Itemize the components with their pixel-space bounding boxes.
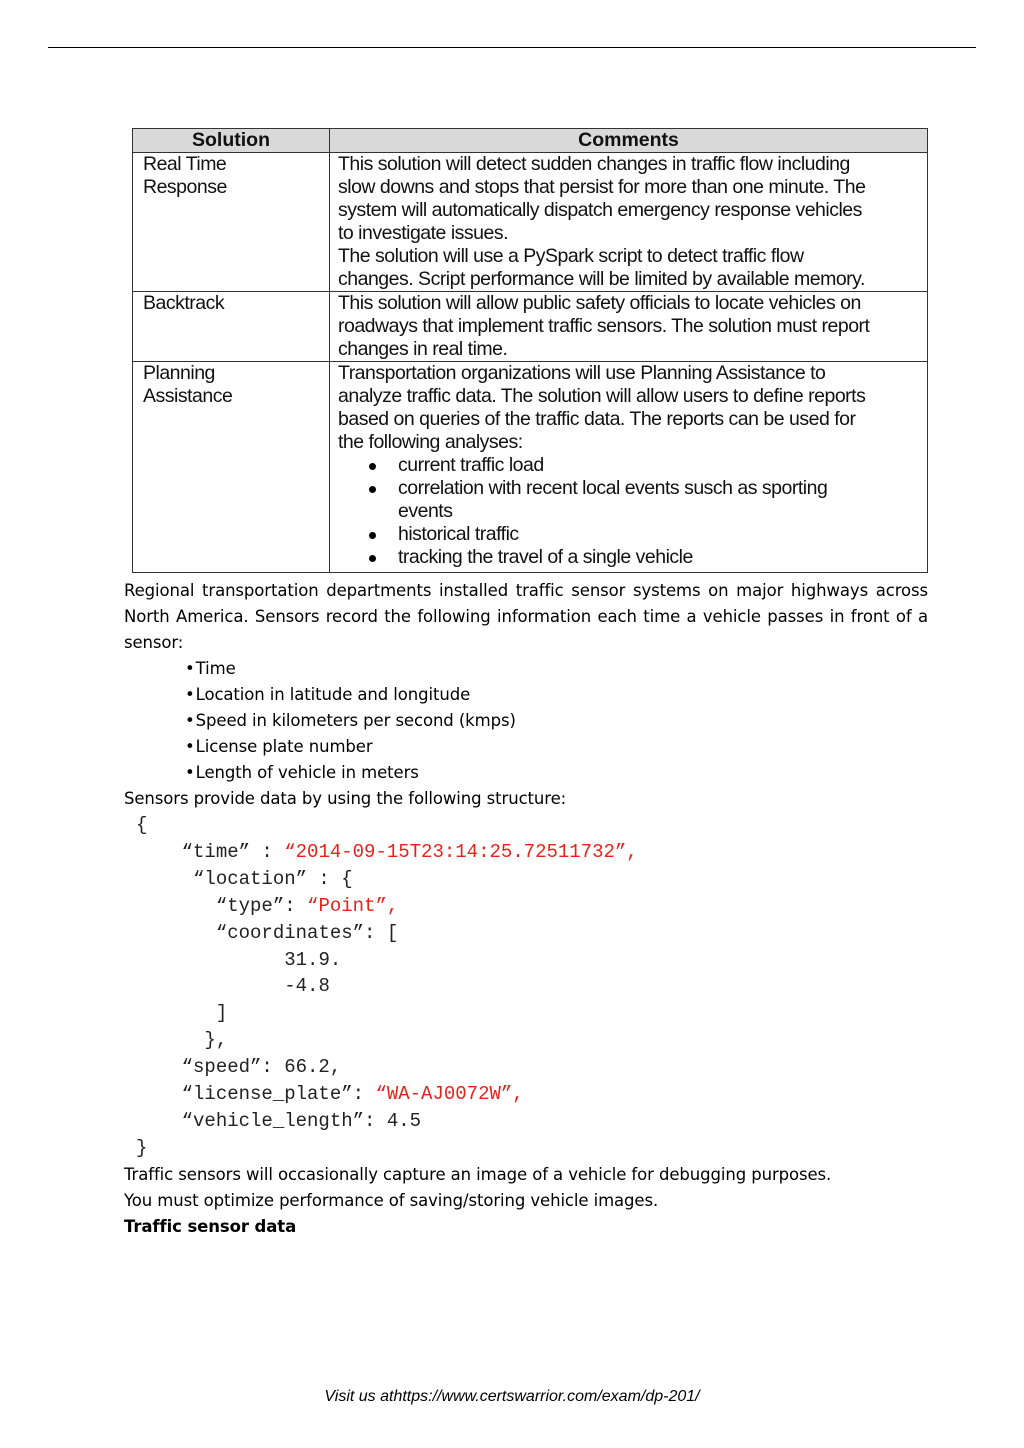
comment-line: This solution will allow public safety officials to locate vehicles on [338,292,861,314]
code-token: “coordinates”: [ [215,921,399,944]
solution-name-line: Response [143,176,227,198]
table-header-row [133,129,928,153]
header-solution: Solution [133,129,330,153]
comment-line: based on queries of the traffic data. The reports can be used for [338,408,856,430]
comment-line: The solution will use a PySpark script to detect traffic flow [338,245,804,267]
comments-cell [330,153,928,292]
structure-intro: Sensors provide data by using the following structure: [124,789,567,808]
code-string: “2014-09-15T23:14:25.72511732”, [284,840,638,863]
list-item: historical traffic [338,523,921,546]
code-token: ] [215,1002,228,1025]
solution-name-cell [133,362,330,573]
header-rule [48,47,976,48]
code-token: “speed”: 66.2, [181,1056,342,1079]
list-item: • Speed in kilometers per second (kmps) [124,708,928,734]
comment-line: to investigate issues. [338,222,509,244]
code-token: “time” : [181,840,285,863]
list-item: • License plate number [124,734,928,760]
code-token: “location” : { [193,867,353,890]
solution-name-cell [133,153,330,292]
comment-line: Transportation organizations will use Planning Assistance to [338,362,826,384]
table-row [133,153,928,292]
code-token: “license_plate”: [181,1083,376,1106]
sensor-description [124,578,928,812]
table-row [133,292,928,362]
intro-paragraph: Regional transportation departments installed traffic sensor systems on major highways across North America. Sensors record the following information each time a vehicle passes in front of a sensor: [124,581,928,652]
code-token: -4.8 [284,975,330,998]
solution-name-line: Backtrack [143,292,225,314]
solution-name-line: Planning [143,362,215,384]
comment-line: the following analyses: [338,431,523,453]
list-item: • Length of vehicle in meters [124,760,928,786]
comments-cell [330,362,928,573]
comment-line: roadways that implement traffic sensors. The solution must report [338,315,870,337]
list-item: • Time [124,656,928,682]
comment-line: system will automatically dispatch emergency response vehicles [338,199,862,221]
comment-line: changes. Script performance will be limited by available memory. [338,268,865,290]
comment-line: changes in real time. [338,338,508,360]
note-line: You must optimize performance of saving/storing vehicle images. [124,1191,659,1210]
list-item: correlation with recent local events susch as sporting events [338,477,921,523]
list-item: current traffic load [338,454,921,477]
code-string: “WA-AJ0072W”, [375,1083,524,1106]
code-token: 31.9. [284,948,342,971]
comment-line: This solution will detect sudden changes in traffic flow including [338,153,850,175]
json-structure-code [136,812,638,1162]
solution-name-line: Real Time [143,153,227,175]
code-token: “vehicle_length”: 4.5 [181,1109,422,1132]
comment-line: analyze traffic data. The solution will allow users to define reports [338,385,866,407]
recorded-fields-list [124,656,928,786]
code-token: } [136,1136,148,1159]
code-string: “Point”, [307,894,399,917]
footer-text: Visit us athttps://www.certswarrior.com/exam/dp-201/ [324,1388,700,1405]
list-item: tracking the travel of a single vehicle [338,546,921,569]
note-line: Traffic sensors will occasionally capture an image of a vehicle for debugging purposes. [124,1165,832,1184]
analyses-list [338,454,921,569]
section-heading: Traffic sensor data [124,1217,297,1236]
solution-name-cell [133,292,330,362]
comments-cell [330,292,928,362]
solution-name-line: Assistance [143,385,233,407]
table-row [133,362,928,573]
comment-line: slow downs and stops that persist for more than one minute. The [338,176,866,198]
code-token: { [136,814,148,836]
code-token: “type”: [215,894,308,917]
solutions-table [132,128,928,573]
notes-section [124,1162,928,1240]
list-item: • Location in latitude and longitude [124,682,928,708]
code-token: }, [204,1029,228,1052]
header-comments: Comments [330,129,928,153]
